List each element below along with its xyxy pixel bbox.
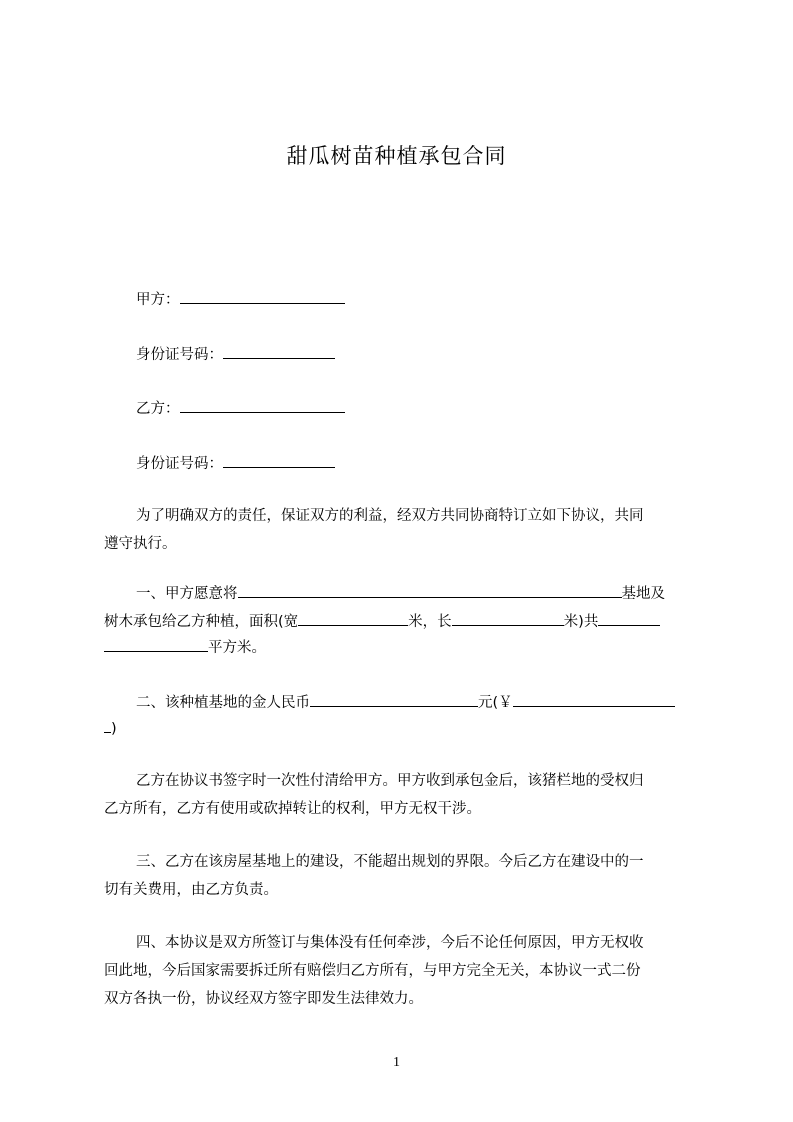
clause-2-part-1: 二、该种植基地的金人民币 <box>136 695 310 711</box>
party-b-id-label: 身份证号码： <box>136 456 223 472</box>
party-a-label: 甲方： <box>136 292 180 308</box>
clause-1-part-6: 平方米。 <box>208 640 266 656</box>
clause-4-line-1: 四、本协议是双方所签订与集体没有任何牵涉，今后不论任何原因，甲方无权收 <box>136 935 644 951</box>
party-b-label: 乙方： <box>136 401 180 417</box>
clause-1-part-2: 基地及 <box>621 586 665 602</box>
clause-1-part-1: 一、甲方愿意将 <box>136 586 238 602</box>
page-number: 1 <box>393 1055 400 1070</box>
clause-2-line-1 <box>104 689 736 717</box>
area-blank-part-2 <box>104 634 208 652</box>
party-b-id-blank <box>223 450 335 468</box>
length-blank <box>452 608 564 626</box>
clause-4-line-2: 回此地，今后国家需要拆迁所有赔偿归乙方所有，与甲方完全无关，本协议一式二份 <box>104 963 641 979</box>
document-title: 甜瓜树苗种植承包合同 <box>286 144 507 168</box>
amount-words-blank <box>310 689 478 707</box>
area-blank-part-1 <box>598 608 660 626</box>
party-a-line <box>104 286 736 314</box>
clause-1-line-3 <box>104 634 704 662</box>
payment-line-1: 乙方在协议书签字时一次性付清给甲方。甲方收到承包金后，该猪栏地的受权归 <box>136 773 644 789</box>
party-a-id-label: 身份证号码： <box>136 347 223 363</box>
clause-2-line-2 <box>104 715 704 743</box>
width-blank <box>298 608 408 626</box>
clause-3-line-2: 切有关费用，由乙方负责。 <box>104 882 278 898</box>
clause-1-line-1 <box>104 580 736 608</box>
party-a-id-blank <box>223 341 335 359</box>
clause-2-part-2: 元(￥ <box>478 695 513 711</box>
amount-figures-blank-end <box>104 715 111 733</box>
clause-1-part-3: 树木承包给乙方种植，面积(宽 <box>104 614 299 630</box>
clause-4-line-3: 双方各执一份，协议经双方签字即发生法律效力。 <box>104 991 423 1007</box>
clause-1-part-4: 米，长 <box>408 614 452 630</box>
amount-figures-blank <box>513 689 675 707</box>
party-b-id-line <box>104 450 736 478</box>
party-b-blank <box>180 395 345 413</box>
party-a-id-line <box>104 341 736 369</box>
clause-3-line-1: 三、乙方在该房屋基地上的建设，不能超出规划的界限。今后乙方在建设中的一 <box>136 854 644 870</box>
intro-line-1: 为了明确双方的责任，保证双方的利益，经双方共同协商特订立如下协议，共同 <box>136 508 644 524</box>
payment-line-2: 乙方所有，乙方有使用或砍掉转让的权利，甲方无权干涉。 <box>104 801 481 817</box>
clause-2-part-3: ) <box>111 721 117 737</box>
clause-1-part-5: 米)共 <box>563 614 599 630</box>
party-b-line <box>104 395 736 423</box>
party-a-blank <box>180 286 345 304</box>
base-name-blank <box>238 580 622 598</box>
clause-1-line-2 <box>104 608 704 636</box>
intro-line-2: 遵守执行。 <box>104 536 177 552</box>
